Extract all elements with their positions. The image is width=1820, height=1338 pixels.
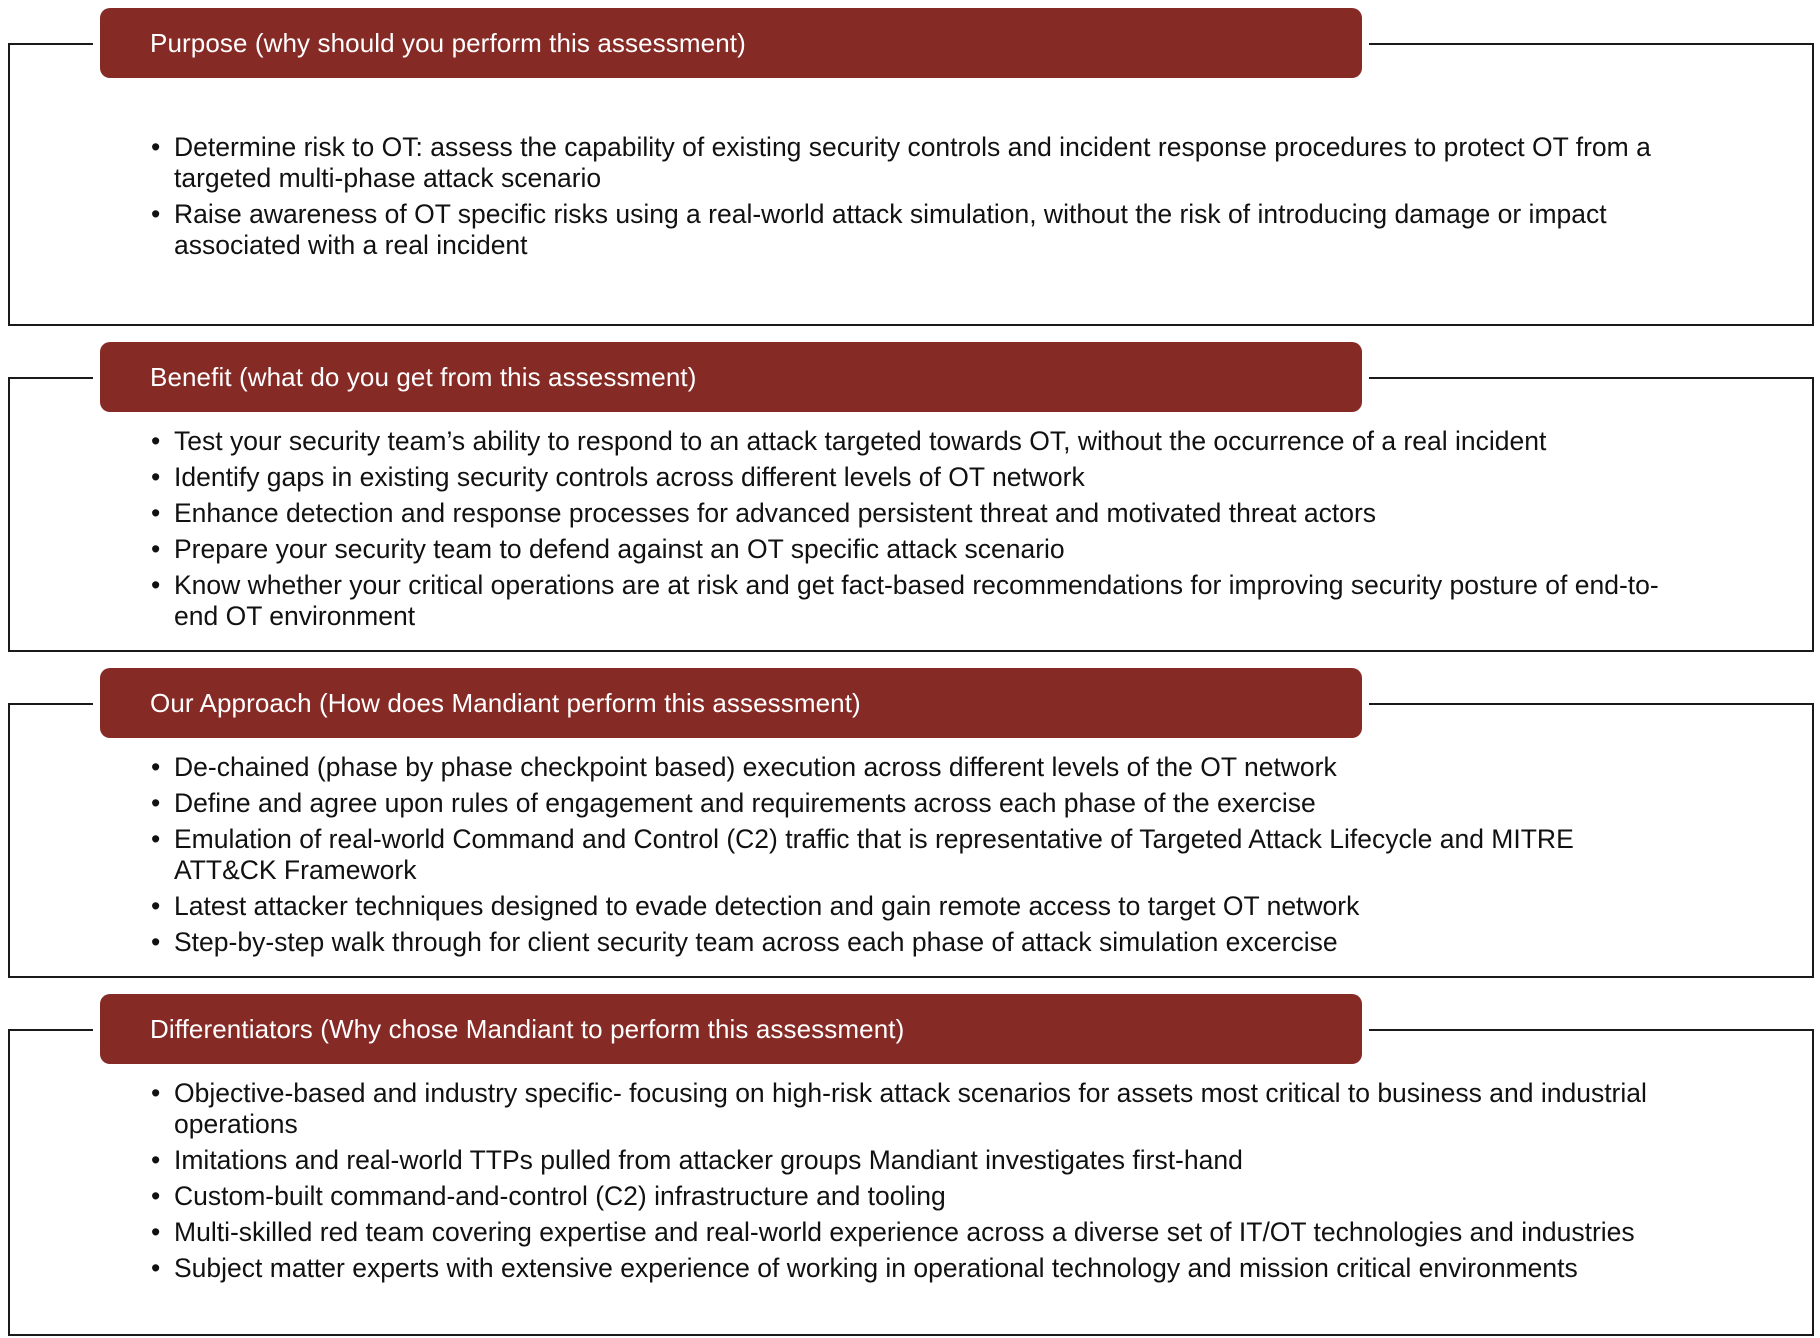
list-item: • Enhance detection and response processes for advanced persistent threat and motivated threat actors (151, 498, 1377, 528)
section-benefit (8, 342, 1814, 652)
bullet-list (148, 132, 1674, 266)
section-header: Benefit (what do you get from this assessment) (100, 342, 1362, 412)
list-item: • Know whether your critical operations are at risk and get fact-based recommendations for improving security posture of end-to-end OT environment (151, 570, 1659, 631)
bullet-list (148, 426, 1674, 637)
list-item: • Multi-skilled red team covering expertise and real-world experience across a diverse set of IT/OT technologies and industries (151, 1217, 1635, 1247)
section-approach (8, 668, 1814, 978)
list-item: • Identify gaps in existing security controls across different levels of OT network (151, 462, 1085, 492)
list-item: • Raise awareness of OT specific risks using a real-world attack simulation, without the risk of introducing damage or impact associated with a real incident (151, 199, 1607, 260)
bullet-list (148, 1078, 1674, 1289)
list-item: • Latest attacker techniques designed to evade detection and gain remote access to target OT network (151, 891, 1360, 921)
list-item: • Step-by-step walk through for client security team across each phase of attack simulation excercise (151, 927, 1338, 957)
list-item: • Prepare your security team to defend against an OT specific attack scenario (151, 534, 1065, 564)
list-item: • Emulation of real-world Command and Control (C2) traffic that is representative of Targeted Attack Lifecycle and MITRE ATT&CK Framework (151, 824, 1574, 885)
section-purpose (8, 8, 1814, 326)
list-item: • Custom-built command-and-control (C2) infrastructure and tooling (151, 1181, 946, 1211)
list-item: • Imitations and real-world TTPs pulled from attacker groups Mandiant investigates first-hand (151, 1145, 1243, 1175)
list-item: • Determine risk to OT: assess the capability of existing security controls and incident response procedures to protect OT from a targeted multi-phase attack scenario (151, 132, 1651, 193)
section-differentiators (8, 994, 1814, 1336)
list-item: • De-chained (phase by phase checkpoint based) execution across different levels of the OT network (151, 752, 1337, 782)
section-header: Purpose (why should you perform this assessment) (100, 8, 1362, 78)
list-item: • Subject matter experts with extensive experience of working in operational technology and mission critical environments (151, 1253, 1578, 1283)
list-item: • Test your security team’s ability to respond to an attack targeted towards OT, without the occurrence of a real incident (151, 426, 1547, 456)
bullet-list (148, 752, 1674, 963)
list-item: • Define and agree upon rules of engagement and requirements across each phase of the exercise (151, 788, 1316, 818)
section-header: Differentiators (Why chose Mandiant to perform this assessment) (100, 994, 1362, 1064)
section-header: Our Approach (How does Mandiant perform this assessment) (100, 668, 1362, 738)
list-item: • Objective-based and industry specific- focusing on high-risk attack scenarios for assets most critical to business and industrial operations (151, 1078, 1647, 1139)
